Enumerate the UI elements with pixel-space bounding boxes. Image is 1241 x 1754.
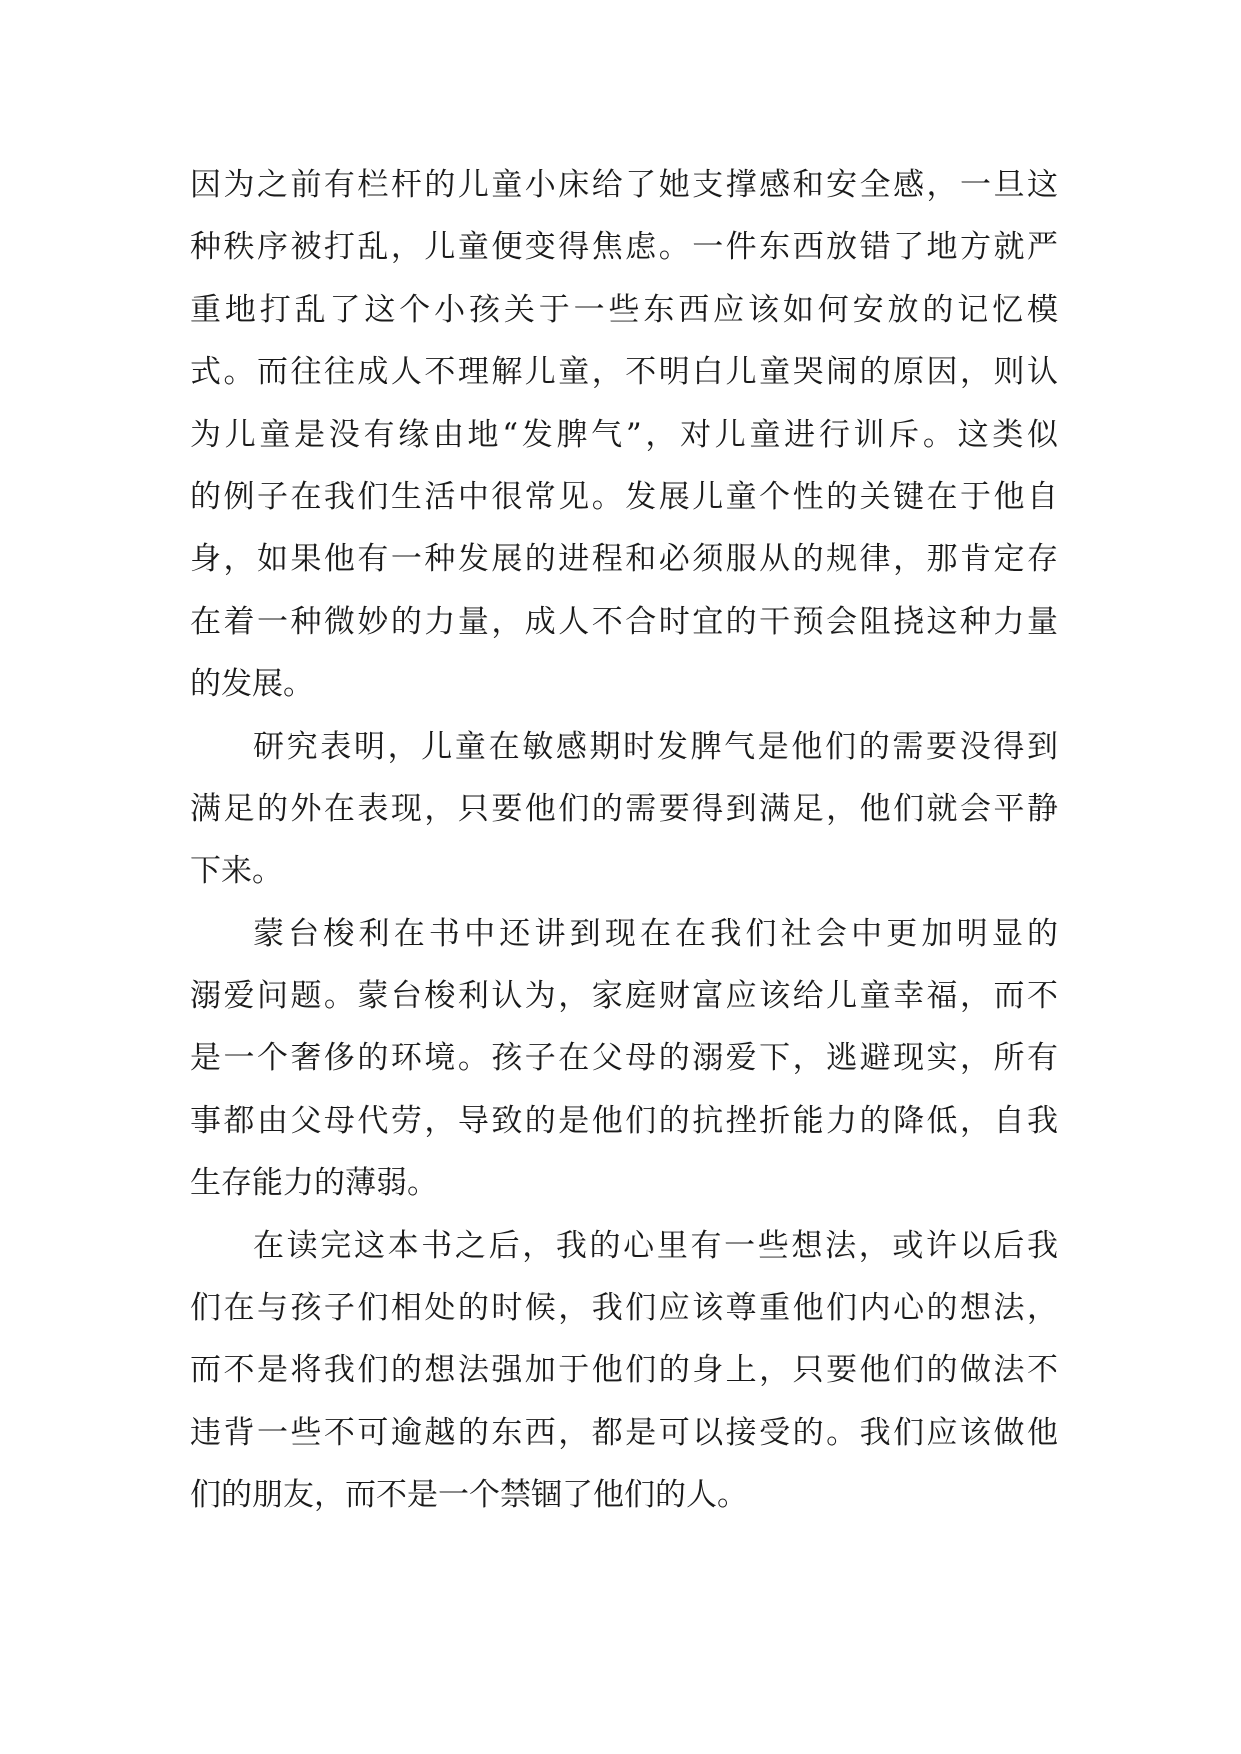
- text-line: 因为之前有栏杆的儿童小床给了她支撑感和安全感，一旦这: [190, 167, 1058, 203]
- text-line: 溺爱问题。蒙台梭利认为，家庭财富应该给儿童幸福，而不: [190, 978, 1058, 1015]
- paragraph-4: [190, 1215, 1058, 1527]
- text-line: 们在与孩子们相处的时候，我们应该尊重他们内心的想法，: [190, 1290, 1058, 1327]
- text-line: 重地打乱了这个小孩关于一些东西应该如何安放的记忆模: [190, 291, 1058, 328]
- text-line: 的发展。: [190, 666, 314, 703]
- text-line: 而不是将我们的想法强加于他们的身上，只要他们的做法不: [190, 1352, 1058, 1389]
- text-line: 下来。: [190, 853, 283, 890]
- text-line: 式。而往往成人不理解儿童，不明白儿童哭闹的原因，则认: [190, 354, 1058, 391]
- text-line: 违背一些不可逾越的东西，都是可以接受的。我们应该做他: [190, 1414, 1058, 1451]
- text-line: 生存能力的薄弱。: [190, 1165, 438, 1202]
- text-line: 是一个奢侈的环境。孩子在父母的溺爱下，逃避现实，所有: [190, 1040, 1058, 1077]
- text-line: 为儿童是没有缘由地“发脾气”，对儿童进行训斥。这类似: [190, 416, 1058, 453]
- text-line: 的例子在我们生活中很常见。发展儿童个性的关键在于他自: [190, 478, 1058, 515]
- text-line: 研究表明，儿童在敏感期时发脾气是他们的需要没得到: [253, 728, 1058, 765]
- text-line: 身，如果他有一种发展的进程和必须服从的规律，那肯定存: [190, 541, 1058, 578]
- body-text: [190, 154, 1058, 1527]
- text-line: 满足的外在表现，只要他们的需要得到满足，他们就会平静: [190, 790, 1058, 827]
- text-line: 们的朋友，而不是一个禁锢了他们的人。: [190, 1477, 748, 1514]
- text-line: 种秩序被打乱，儿童便变得焦虑。一件东西放错了地方就严: [190, 229, 1058, 266]
- text-line: 事都由父母代劳，导致的是他们的抗挫折能力的降低，自我: [190, 1102, 1058, 1139]
- paragraph-1: [190, 154, 1058, 716]
- text-line: 蒙台梭利在书中还讲到现在在我们社会中更加明显的: [253, 915, 1058, 952]
- text-line: 在着一种微妙的力量，成人不合时宜的干预会阻挠这种力量: [190, 603, 1058, 640]
- paragraph-2: [190, 716, 1058, 903]
- paragraph-3: [190, 903, 1058, 1215]
- text-line: 在读完这本书之后，我的心里有一些想法，或许以后我: [253, 1227, 1058, 1264]
